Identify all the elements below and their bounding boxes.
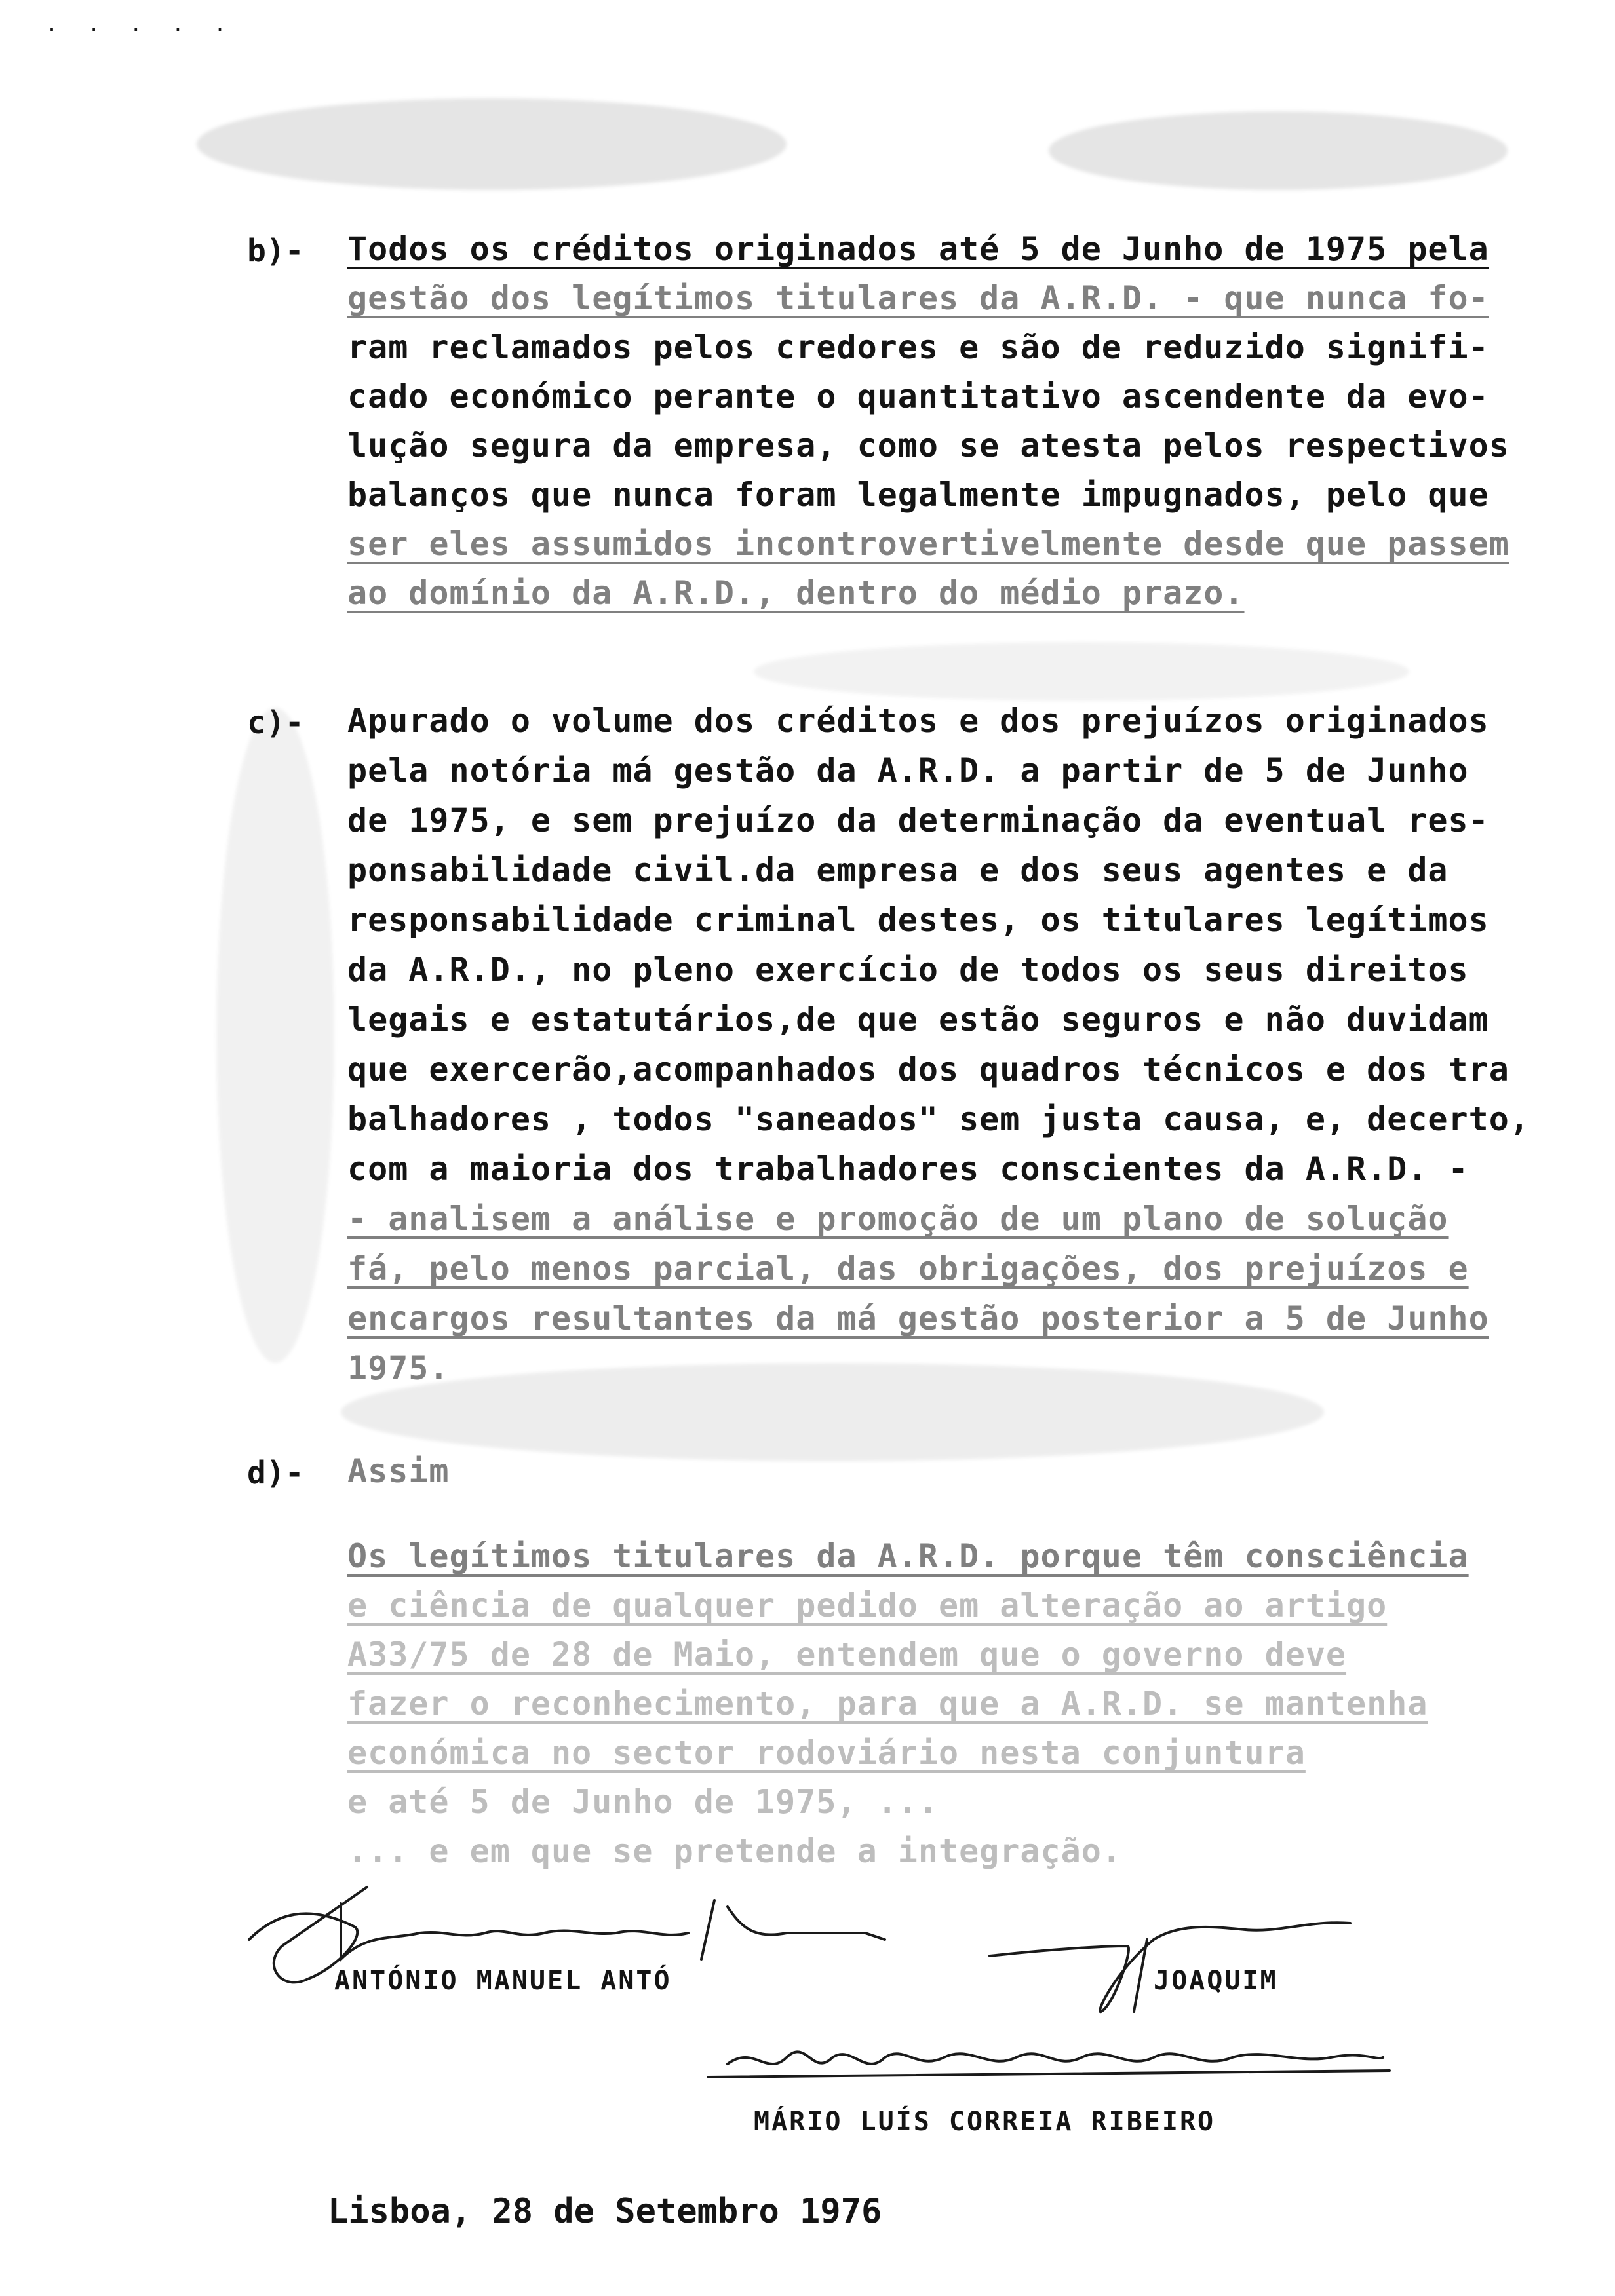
- text-line: - analisem a análise e promoção de um plano de solução: [347, 1200, 1449, 1238]
- text-line: Todos os créditos originados até 5 de Junho de 1975 pela: [347, 230, 1489, 268]
- text-line: e ciência de qualquer pedido em alteração ao artigo: [347, 1586, 1388, 1624]
- text-line: fazer o reconhecimento, para que a A.R.D. se mantenha: [347, 1685, 1428, 1723]
- text-span: gestão dos legítimos titulares da A.R.D. - que nunca fo-: [347, 279, 1489, 317]
- text-line: Apurado o volume dos créditos e dos prejuízos originados: [347, 702, 1489, 740]
- text-line: responsabilidade criminal destes, os titulares legítimos: [347, 901, 1489, 939]
- section-label: b)-: [247, 233, 304, 269]
- text-line: ... e em que se pretende a integração.: [347, 1832, 1122, 1870]
- signature-2-name: JOAQUIM: [1154, 1966, 1278, 1996]
- page-marks: . . . . .: [46, 13, 235, 36]
- text-line: ponsabilidade civil.da empresa e dos seus agentes e da: [347, 851, 1449, 889]
- text-line: lução segura da empresa, como se atesta pelos respectivos: [347, 427, 1509, 465]
- text-line: ram reclamados pelos credores e são de reduzido signifi-: [347, 328, 1489, 366]
- signature-1-name: ANTÓNIO MANUEL ANTÓ: [334, 1966, 672, 1996]
- text-line: Os legítimos titulares da A.R.D. porque têm consciência: [347, 1537, 1469, 1575]
- text-line: que exercerão,acompanhados dos quadros técnicos e dos tra: [347, 1050, 1509, 1088]
- text-line: da A.R.D., no pleno exercício de todos os seus direitos: [347, 951, 1469, 989]
- signature-3-scribble: [708, 2052, 1390, 2077]
- section-label: c)-: [247, 704, 304, 741]
- text-line: A33/75 de 28 de Maio, entendem que o governo deve: [347, 1636, 1347, 1674]
- text-line: fá, pelo menos parcial, das obrigações, dos prejuízos e: [347, 1250, 1469, 1288]
- text-line: 1975.: [347, 1349, 450, 1387]
- text-line: de 1975, e sem prejuízo da determinação da eventual res-: [347, 801, 1489, 839]
- text-line: balanços que nunca foram legalmente impugnados, pelo que: [347, 476, 1489, 514]
- text-line: balhadores , todos "saneados" sem justa causa, e, decerto,: [347, 1100, 1530, 1138]
- date-line: Lisboa, 28 de Setembro 1976: [328, 2192, 882, 2231]
- text-line: legais e estatutários,de que estão seguros e não duvidam: [347, 1001, 1489, 1039]
- signature-3-name: MÁRIO LUÍS CORREIA RIBEIRO: [754, 2107, 1216, 2137]
- text-line: com a maioria dos trabalhadores conscientes da A.R.D. -: [347, 1150, 1469, 1188]
- text-line: encargos resultantes da má gestão posterior a 5 de Junho: [347, 1299, 1489, 1337]
- text-line: e até 5 de Junho de 1975, ...: [347, 1783, 939, 1821]
- text-line: económica no sector rodoviário nesta conjuntura: [347, 1734, 1306, 1772]
- section-label: d)-: [247, 1455, 304, 1491]
- text-line: pela notória má gestão da A.R.D. a partir de 5 de Junho: [347, 752, 1469, 790]
- text-line: Assim: [347, 1452, 450, 1490]
- text-line: ao domínio da A.R.D., dentro do médio prazo.: [347, 574, 1245, 612]
- text-line: cado económico perante o quantitativo ascendente da evo-: [347, 377, 1489, 415]
- text-line: ser eles assumidos incontrovertivelmente desde que passem: [347, 525, 1509, 563]
